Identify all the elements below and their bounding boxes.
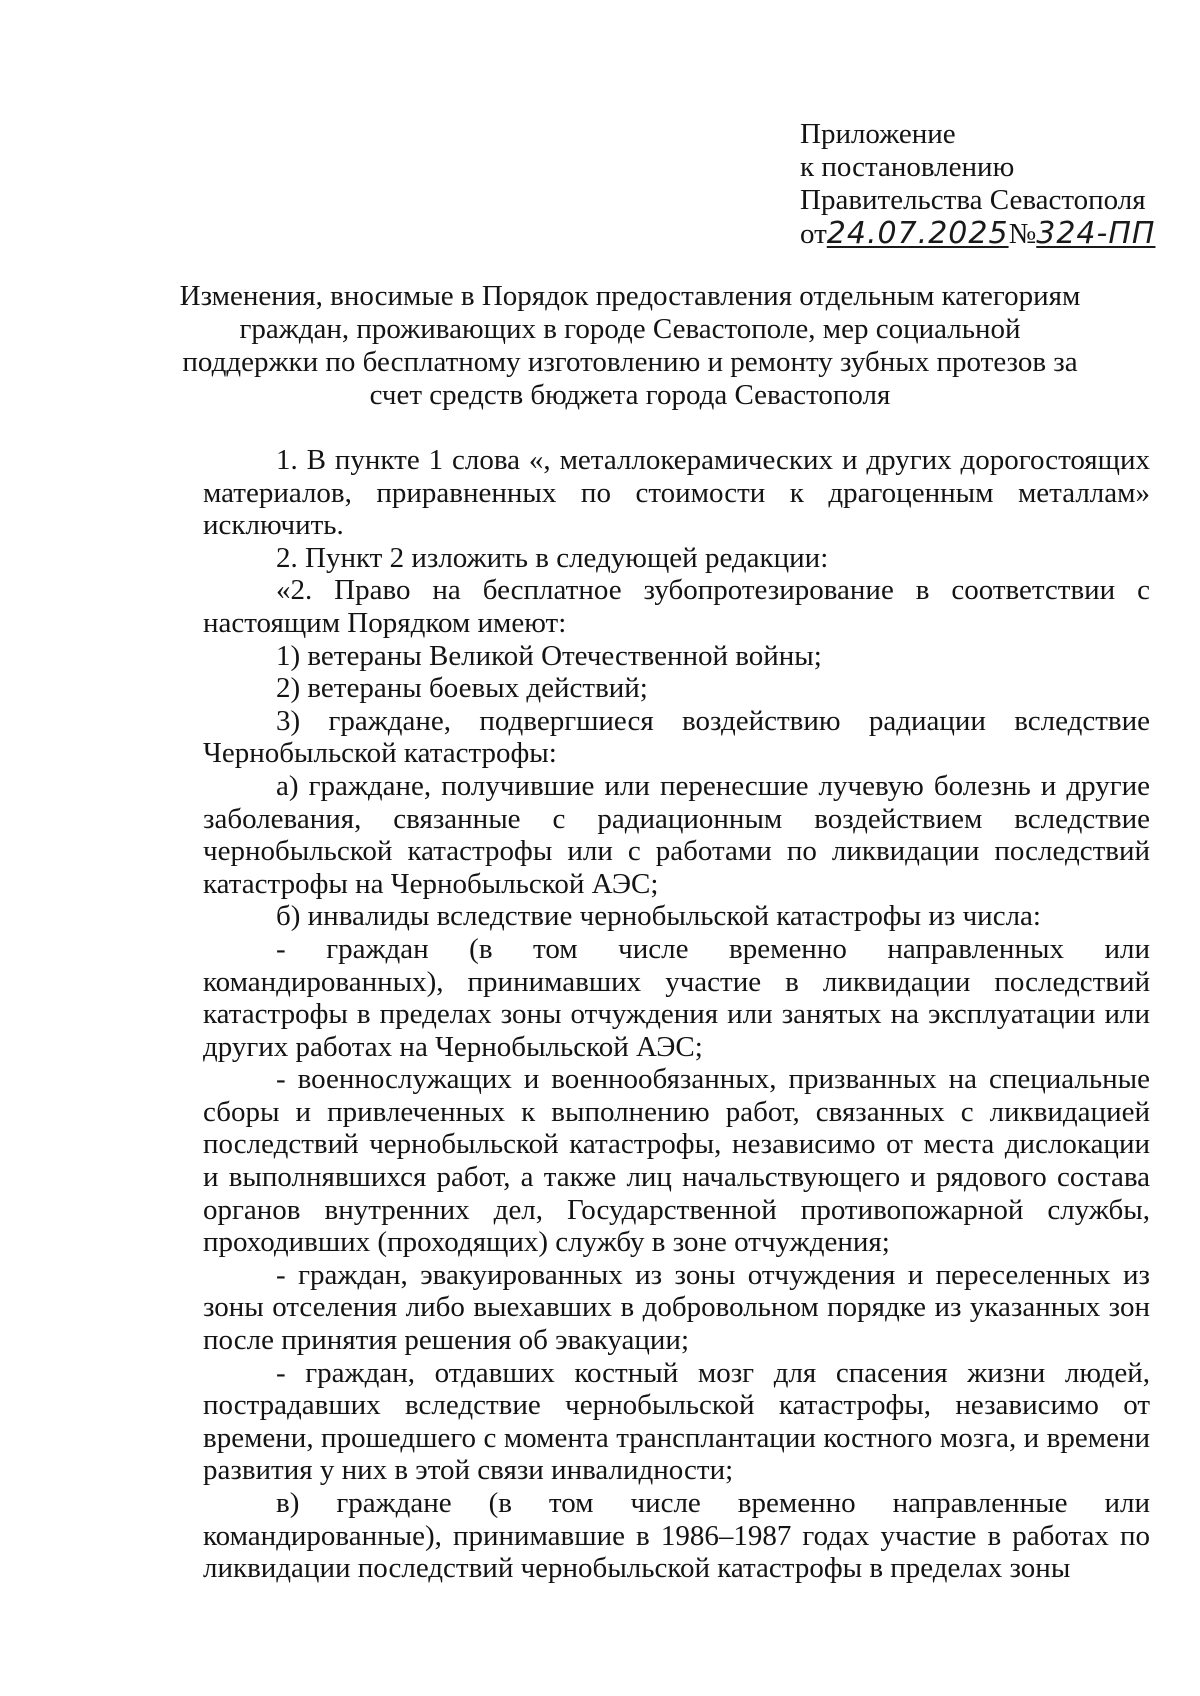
appendix-reference: к постановлению — [800, 151, 1015, 183]
paragraph-8: б) инвалиды вследствие чернобыльской катастрофы из числа: — [276, 900, 1041, 933]
paragraph-2: 2. Пункт 2 изложить в следующей редакции: — [276, 541, 829, 574]
paragraph-3: «2. Право на бесплатное зубопротезирование в соответствии с настоящим Порядком имеют: — [203, 574, 1150, 639]
paragraph-7: а) граждане, получившие или перенесшие лучевую болезнь и другие заболевания, связанные с радиационным воздействием вследствие чернобыльской катастрофы или с работами по ликвидации последствий катастрофы на Чернобыльской АЭС; — [203, 769, 1150, 900]
date-prefix: от — [800, 218, 827, 250]
number-sign: № — [1008, 218, 1037, 250]
paragraph-12: - граждан, отдавших костный мозг для спасения жизни людей, пострадавших вследствие чернобыльской катастрофы, независимо от времени, прошедшего с момента трансплантации костного мозга, и времени развития у них в этой связи инвалидности; — [203, 1356, 1150, 1487]
paragraph-4: 1) ветераны Великой Отечественной войны; — [276, 639, 822, 672]
paragraph-13: в) граждане (в том числе временно направленные или командированные), принимавшие в 1986–1987 годах участие в работах по ликвидации последствий чернобыльской катастрофы в пределах зоны — [203, 1487, 1150, 1585]
appendix-block — [800, 118, 1180, 251]
handwritten-number: 324-ПП — [1036, 216, 1156, 251]
paragraph-1: 1. В пункте 1 слова «, металлокерамических и других дорогостоящих материалов, приравненных по стоимости к драгоценным металлам» исключить. — [203, 444, 1150, 542]
paragraph-6: 3) граждане, подвергшиеся воздействию радиации вследствие Чернобыльской катастрофы: — [203, 704, 1150, 770]
document-body — [203, 444, 1150, 1585]
appendix-authority: Правительства Севастополя — [800, 184, 1146, 216]
document-title: Изменения, вносимые в Порядок предоставления отдельным категориям граждан, проживающих в городе Севастополе, мер социальной поддержки по бесплатному изготовлению и ремонту зубных протезов за счет средств бюджета города Севастополя — [179, 280, 1081, 411]
paragraph-5: 2) ветераны боевых действий; — [276, 672, 648, 705]
paragraph-9: - граждан (в том числе временно направленных или командированных), принимавших участие в ликвидации последствий катастрофы в пределах зоны отчуждения или занятых на эксплуатации или других работах на Чернобыльской АЭС; — [203, 932, 1150, 1063]
appendix-label: Приложение — [800, 118, 956, 150]
paragraph-10: - военнослужащих и военнообязанных, призванных на специальные сборы и привлеченных к выполнению работ, связанных с ликвидацией последствий чернобыльской катастрофы, независимо от места дислокации и выполнявшихся работ, а также лиц начальствующего и рядового состава органов внутренних дел, Государственной противопожарной службы, проходивших (проходящих) службу в зоне отчуждения; — [203, 1063, 1150, 1259]
appendix-date-line — [800, 217, 1180, 251]
handwritten-date: 24.07.2025 — [826, 216, 1009, 251]
paragraph-11: - граждан, эвакуированных из зоны отчуждения и переселенных из зоны отселения либо выехавших в добровольном порядке из указанных зон после принятия решения об эвакуации; — [203, 1258, 1150, 1357]
